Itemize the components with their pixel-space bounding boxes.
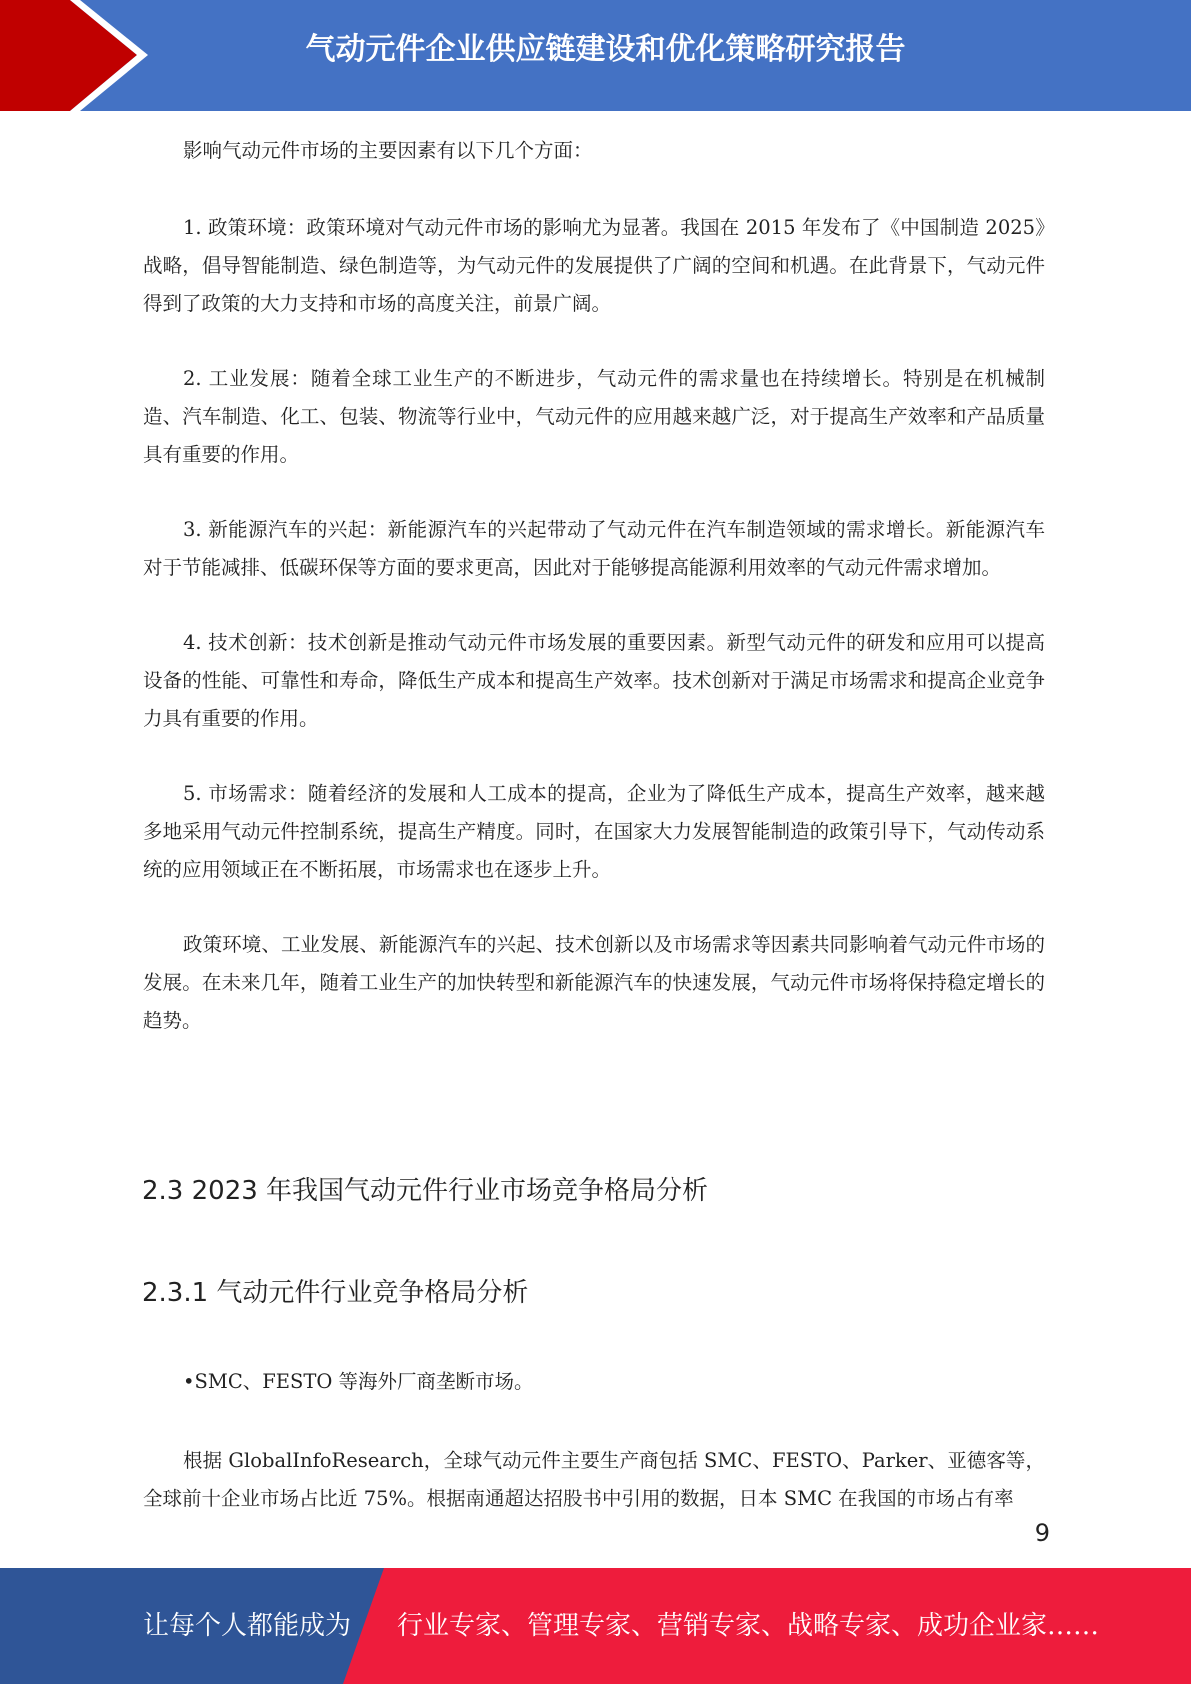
page-footer	[0, 1568, 1191, 1684]
footer-slogan-left: 让每个人都能成为	[143, 1611, 352, 1641]
factor-policy-paragraph: 1. 政策环境：政策环境对气动元件市场的影响尤为显著。我国在 2015 年发布了《中国制造 2025》战略，倡导智能制造、绿色制造等，为气动元件的发展提供了广阔的空间和机遇。在此背景下，气动元件得到了政策的大力支持和市场的高度关注，前景广阔。	[143, 216, 1045, 315]
market-share-paragraph: 根据 GlobalInfoResearch，全球气动元件主要生产商包括 SMC、FESTO、Parker、亚德客等，全球前十企业市场占比近 75%。根据南通超达招股书中引用的数据，日本 SMC 在我国的市场占有率	[143, 1449, 1045, 1510]
page-header	[0, 0, 1191, 111]
intro-paragraph: 影响气动元件市场的主要因素有以下几个方面：	[183, 139, 593, 162]
body-content	[143, 132, 1045, 1040]
subsection-content	[143, 1363, 1045, 1518]
section-heading: 2.3 2023 年我国气动元件行业市场竞争格局分析	[142, 1176, 709, 1206]
bullet-point: •SMC、FESTO 等海外厂商垄断市场。	[183, 1370, 534, 1393]
page-number: 9	[1034, 1519, 1050, 1547]
factor-demand-paragraph: 5. 市场需求：随着经济的发展和人工成本的提高，企业为了降低生产成本，提高生产效率，越来越多地采用气动元件控制系统，提高生产精度。同时，在国家大力发展智能制造的政策引导下，气动传动系统的应用领域正在不断拓展，市场需求也在逐步上升。	[143, 782, 1045, 881]
factor-innovation-paragraph: 4. 技术创新：技术创新是推动气动元件市场发展的重要因素。新型气动元件的研发和应用可以提高设备的性能、可靠性和寿命，降低生产成本和提高生产效率。技术创新对于满足市场需求和提高企业竞争力具有重要的作用。	[143, 631, 1045, 730]
report-title: 气动元件企业供应链建设和优化策略研究报告	[305, 32, 906, 67]
footer-slogan-right: 行业专家、管理专家、营销专家、战略专家、成功企业家……	[397, 1611, 1100, 1641]
factor-industry-paragraph: 2. 工业发展：随着全球工业生产的不断进步，气动元件的需求量也在持续增长。特别是在机械制造、汽车制造、化工、包装、物流等行业中，气动元件的应用越来越广泛，对于提高生产效率和产品质量具有重要的作用。	[143, 367, 1045, 466]
subsection-heading: 2.3.1 气动元件行业竞争格局分析	[142, 1278, 529, 1308]
summary-paragraph: 政策环境、工业发展、新能源汽车的兴起、技术创新以及市场需求等因素共同影响着气动元件市场的发展。在未来几年，随着工业生产的加快转型和新能源汽车的快速发展，气动元件市场将保持稳定增长的趋势。	[143, 933, 1045, 1032]
factor-nev-paragraph: 3. 新能源汽车的兴起：新能源汽车的兴起带动了气动元件在汽车制造领域的需求增长。新能源汽车对于节能减排、低碳环保等方面的要求更高，因此对于能够提高能源利用效率的气动元件需求增加。	[143, 518, 1045, 579]
